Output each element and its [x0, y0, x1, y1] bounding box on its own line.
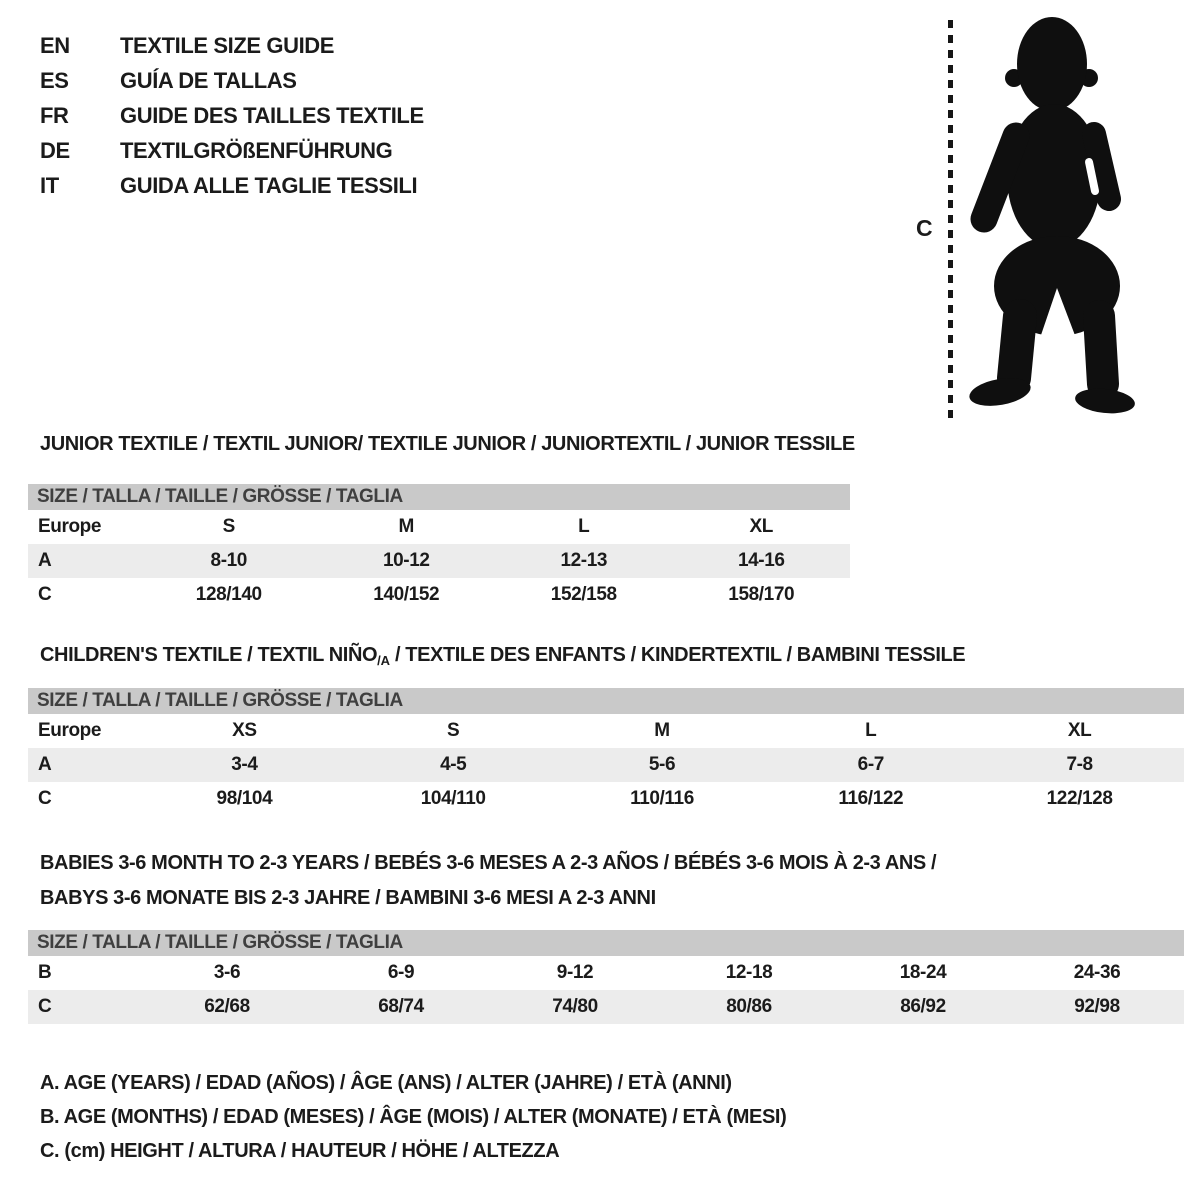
cell: M — [398, 516, 414, 537]
language-title: GUIDE DES TAILLES TEXTILE — [120, 102, 424, 128]
cell: 12-18 — [725, 962, 773, 983]
row-label: C — [38, 996, 52, 1017]
language-title: TEXTILE SIZE GUIDE — [120, 32, 335, 58]
size-header-band: SIZE / TALLA / TAILLE / GRÖSSE / TAGLIA — [28, 688, 1184, 714]
babies-size-table — [28, 930, 1184, 1024]
cell: 6-9 — [387, 962, 415, 983]
junior-section-heading: JUNIOR TEXTILE / TEXTIL JUNIOR/ TEXTILE JUNIOR / JUNIORTEXTIL / JUNIOR TESSILE — [40, 433, 855, 455]
heading-line-1: BABIES 3-6 MONTH TO 2-3 YEARS / BEBÉS 3-6 MESES A 2-3 AÑOS / BÉBÉS 3-6 MOIS À 2-3 ANS / — [40, 852, 937, 874]
language-code: ES — [40, 67, 69, 93]
children-size-table — [28, 688, 1184, 816]
language-title-list — [40, 28, 424, 203]
cell: 122/128 — [1046, 788, 1113, 809]
cell: 12-13 — [560, 550, 608, 571]
row-label: A — [38, 550, 52, 571]
cell: 116/122 — [838, 788, 904, 809]
language-row-de — [40, 133, 424, 168]
cell: L — [578, 516, 590, 537]
language-row-it — [40, 168, 424, 203]
size-header-band: SIZE / TALLA / TAILLE / GRÖSSE / TAGLIA — [28, 930, 1184, 956]
table-row-height — [28, 578, 850, 612]
language-title: TEXTILGRÖßENFÜHRUNG — [120, 137, 393, 163]
children-section-heading — [40, 644, 965, 668]
cell: 18-24 — [899, 962, 947, 983]
heading-text: CHILDREN'S TEXTILE / TEXTIL NIÑO — [40, 644, 378, 666]
cell: L — [865, 720, 877, 741]
babies-section-heading — [40, 846, 936, 916]
cell: 68/74 — [378, 996, 424, 1017]
table-row-height — [28, 990, 1184, 1024]
cell: 4-5 — [440, 754, 467, 775]
table-row-europe — [28, 714, 1184, 748]
cell: 5-6 — [648, 754, 676, 775]
table-row-age — [28, 544, 850, 578]
cell: XL — [749, 516, 773, 537]
cell: 74/80 — [552, 996, 598, 1017]
cell: 9-12 — [556, 962, 594, 983]
cell: 86/92 — [900, 996, 946, 1017]
junior-size-table — [28, 484, 850, 612]
table-row-age — [28, 748, 1184, 782]
language-title: GUIDA ALLE TAGLIE TESSILI — [120, 172, 418, 198]
cell: 152/158 — [550, 584, 617, 605]
cell: 140/152 — [373, 584, 440, 605]
row-label: A — [38, 754, 52, 775]
cell: M — [654, 720, 670, 741]
cell: 110/116 — [630, 788, 694, 809]
cell: 3-6 — [213, 962, 241, 983]
cell: 3-4 — [231, 754, 258, 775]
row-label: Europe — [38, 720, 102, 741]
table-row-age-months — [28, 956, 1184, 990]
cell: 128/140 — [195, 584, 262, 605]
heading-subscript: /A — [377, 653, 390, 668]
cell: 158/170 — [728, 584, 795, 605]
cell: 8-10 — [210, 550, 247, 571]
legend-line-a: A. AGE (YEARS) / EDAD (AÑOS) / ÂGE (ANS) / ALTER (JAHRE) / ETÀ (ANNI) — [40, 1072, 732, 1094]
toddler-silhouette-icon — [962, 16, 1142, 426]
language-code: FR — [40, 102, 69, 128]
row-label: C — [38, 584, 52, 605]
height-measure-label: C — [916, 215, 933, 241]
heading-line-2: BABYS 3-6 MONATE BIS 2-3 JAHRE / BAMBINI 3-6 MESI A 2-3 ANNI — [40, 887, 656, 909]
legend-line-b: B. AGE (MONTHS) / EDAD (MESES) / ÂGE (MOIS) / ALTER (MONATE) / ETÀ (MESI) — [40, 1106, 787, 1128]
legend-line-c: C. (cm) HEIGHT / ALTURA / HAUTEUR / HÖHE / ALTEZZA — [40, 1140, 560, 1162]
cell: 92/98 — [1074, 996, 1120, 1017]
cell: 104/110 — [420, 788, 486, 809]
size-header-band: SIZE / TALLA / TAILLE / GRÖSSE / TAGLIA — [28, 484, 850, 510]
table-row-europe — [28, 510, 850, 544]
language-title: GUÍA DE TALLAS — [120, 67, 297, 93]
language-row-en — [40, 28, 424, 63]
table-row-height — [28, 782, 1184, 816]
row-label: B — [38, 962, 52, 983]
language-row-fr — [40, 98, 424, 133]
cell: 10-12 — [382, 550, 430, 571]
cell: S — [222, 516, 235, 537]
row-label: Europe — [38, 516, 102, 537]
height-measure-dashed-line — [948, 20, 953, 418]
cell: 80/86 — [726, 996, 772, 1017]
language-row-es — [40, 63, 424, 98]
cell: 98/104 — [216, 788, 273, 809]
cell: S — [447, 720, 460, 741]
cell: 24-36 — [1073, 962, 1121, 983]
cell: 6-7 — [857, 754, 884, 775]
cell: XS — [232, 720, 257, 741]
language-code: DE — [40, 137, 70, 163]
row-label: C — [38, 788, 52, 809]
language-code: EN — [40, 32, 70, 58]
heading-text: / TEXTILE DES ENFANTS / KINDERTEXTIL / BAMBINI TESSILE — [389, 644, 966, 666]
cell: 14-16 — [737, 550, 785, 571]
cell: 62/68 — [204, 996, 250, 1017]
cell: 7-8 — [1066, 754, 1093, 775]
language-code: IT — [40, 172, 59, 198]
cell: XL — [1067, 720, 1092, 741]
measure-legend — [40, 1066, 786, 1168]
